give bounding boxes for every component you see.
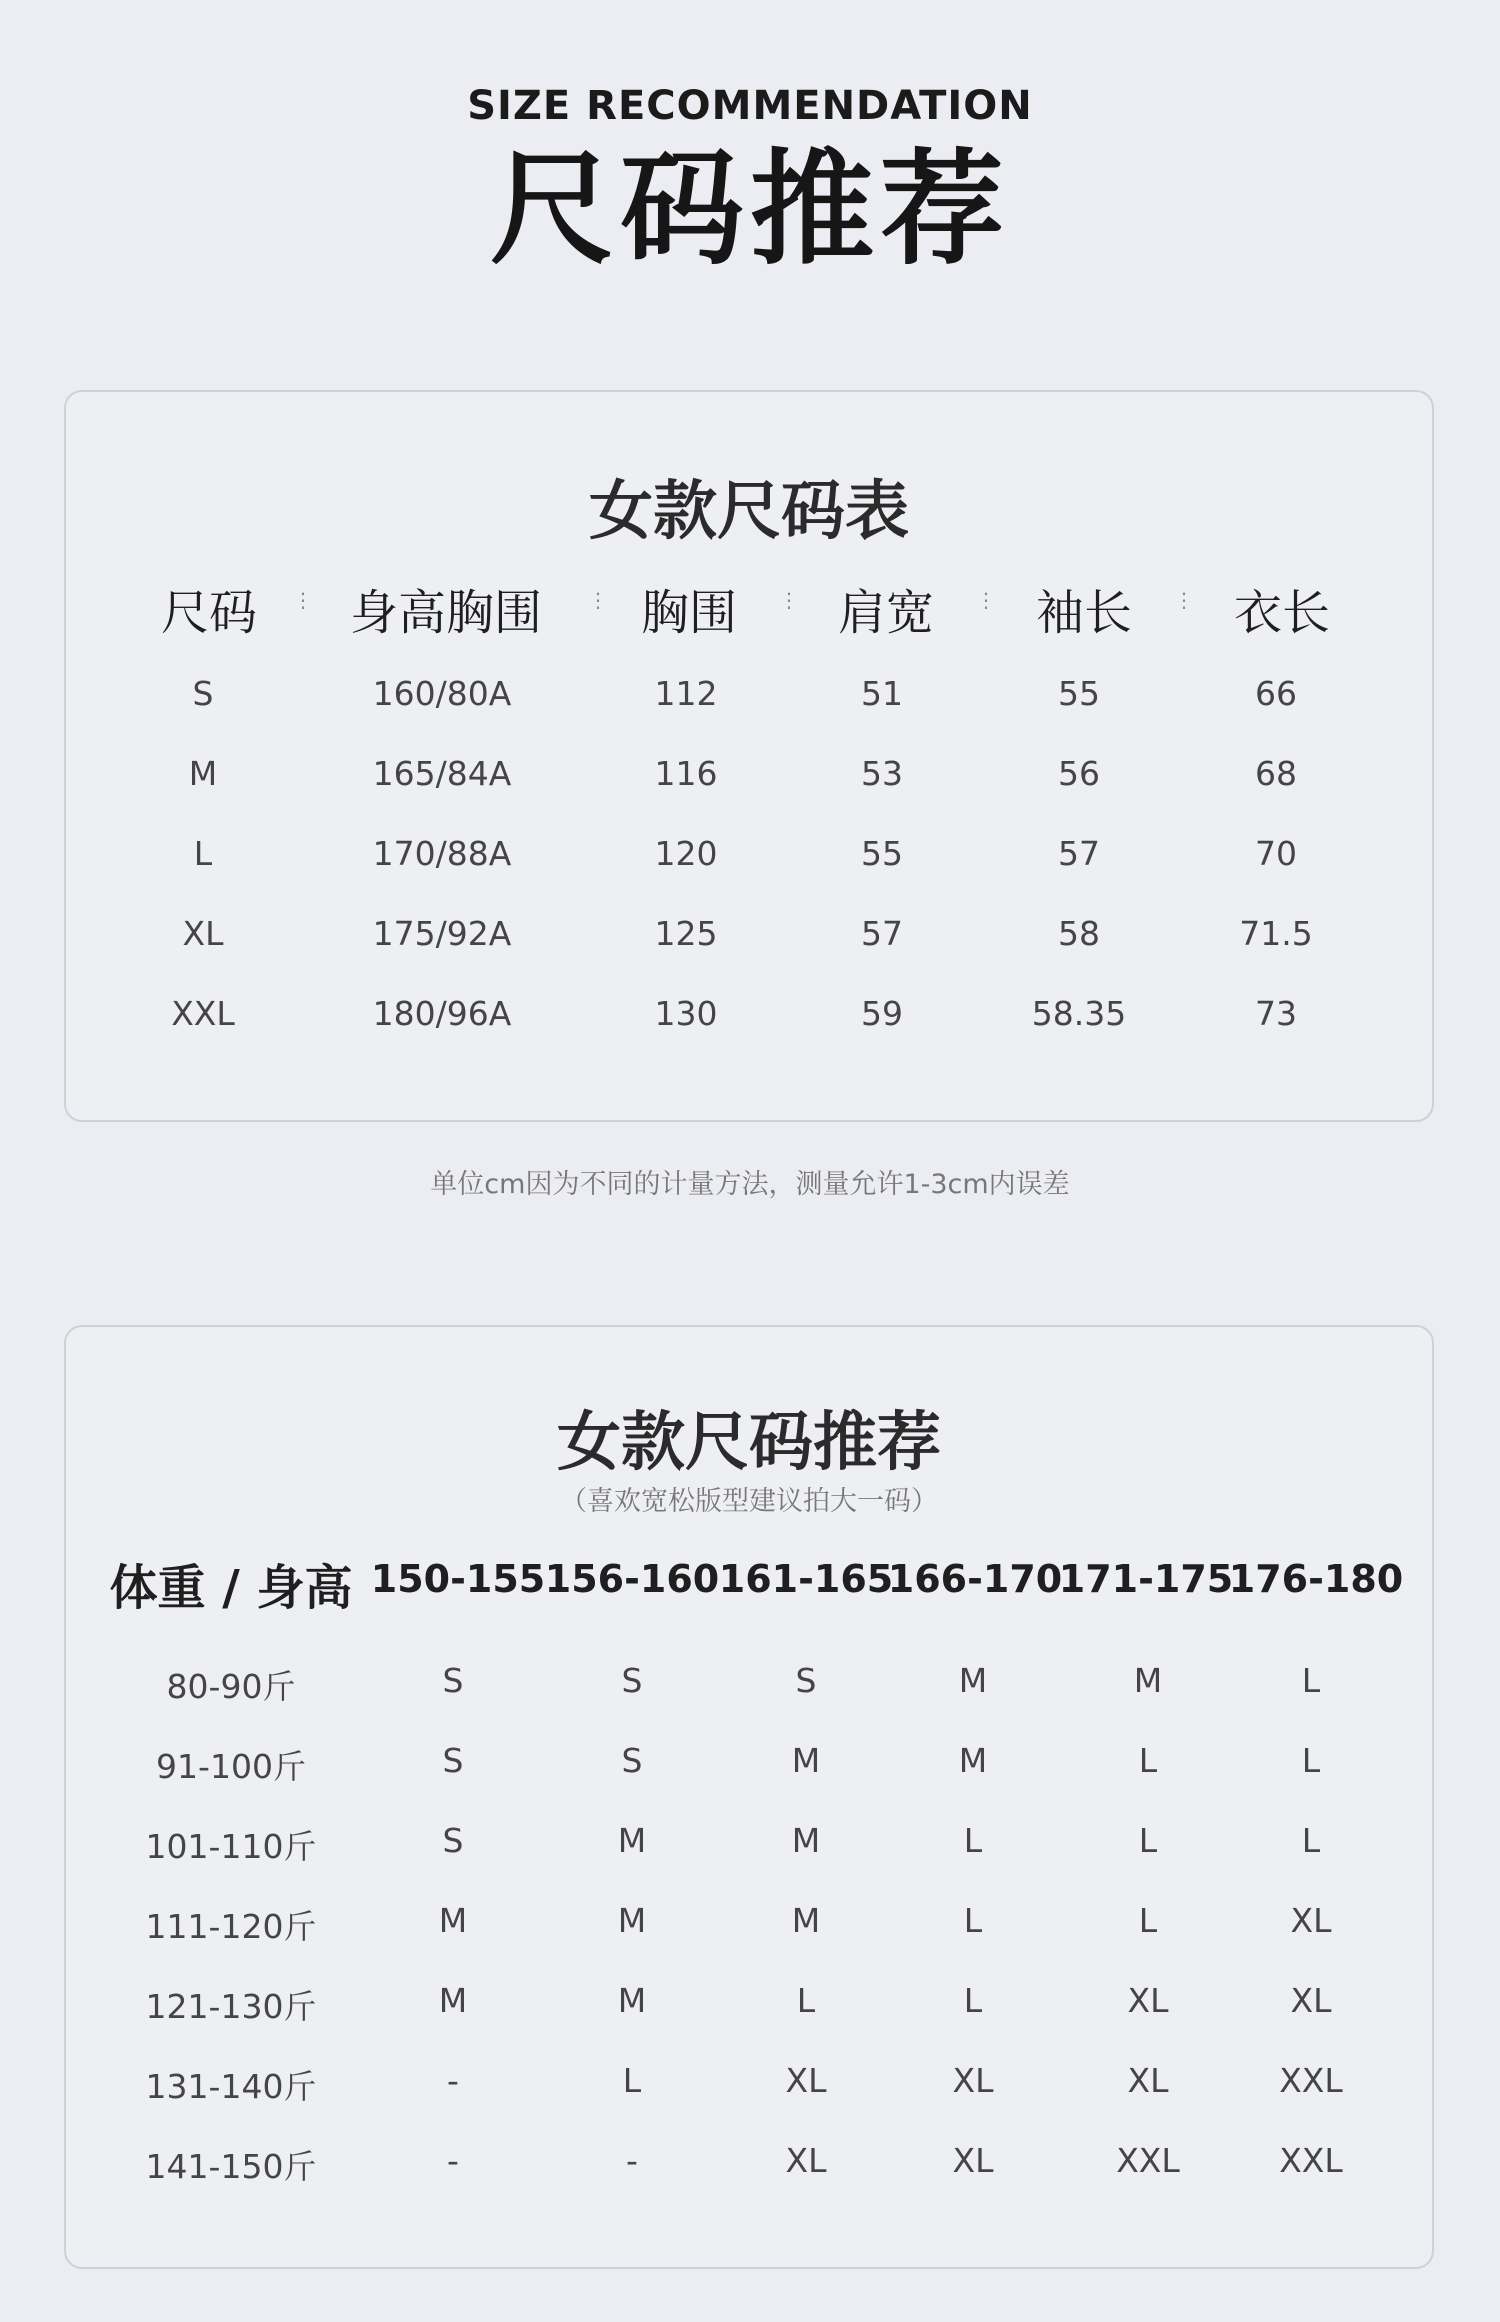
weight-range-label: 121-130斤 <box>145 1987 317 2026</box>
size-chart-cell: S <box>192 674 214 713</box>
size-chart-header: 衣长 <box>1233 585 1331 641</box>
recommend-size-cell: XL <box>952 2141 994 2180</box>
recommend-size-cell: M <box>791 1901 821 1940</box>
recommend-header-height-range: 171-175 <box>1058 1557 1234 1601</box>
size-recommend-subtitle: （喜欢宽松版型建议拍大一码） <box>560 1486 938 1517</box>
recommend-size-cell: XL <box>1290 1981 1332 2020</box>
size-chart-cell: 59 <box>861 994 903 1033</box>
size-chart-cell: 170/88A <box>372 834 512 873</box>
recommend-size-cell: L <box>796 1981 816 2020</box>
recommend-size-cell: M <box>617 1901 647 1940</box>
recommend-size-cell: XL <box>1127 1981 1169 2020</box>
column-divider-dots: ⋮ <box>779 588 799 612</box>
size-chart-cell: 180/96A <box>372 994 512 1033</box>
size-chart-cell: L <box>193 834 213 873</box>
recommend-size-cell: S <box>621 1741 643 1780</box>
recommend-size-cell: - <box>447 2061 459 2100</box>
size-chart-cell: 57 <box>1058 834 1100 873</box>
size-chart-cell: 130 <box>654 994 718 1033</box>
size-chart-cell: 165/84A <box>372 754 512 793</box>
recommend-header-weight-height: 体重 / 身高 <box>109 1560 353 1616</box>
column-divider-dots: ⋮ <box>293 588 313 612</box>
recommend-size-cell: S <box>442 1821 464 1860</box>
recommend-size-cell: XL <box>1290 1901 1332 1940</box>
recommend-header-height-range: 156-160 <box>544 1557 720 1601</box>
recommend-size-cell: XL <box>1127 2061 1169 2100</box>
size-chart-cell: 160/80A <box>372 674 512 713</box>
size-chart-title: 女款尺码表 <box>589 475 909 549</box>
recommend-size-cell: L <box>1301 1821 1321 1860</box>
size-chart-cell: 73 <box>1255 994 1297 1033</box>
size-chart-cell: 71.5 <box>1239 914 1313 953</box>
size-chart-cell: 68 <box>1255 754 1297 793</box>
weight-range-label: 91-100斤 <box>156 1747 306 1786</box>
recommend-size-cell: L <box>622 2061 642 2100</box>
size-chart-cell: M <box>188 754 218 793</box>
recommend-size-cell: L <box>1138 1901 1158 1940</box>
recommend-size-cell: M <box>1133 1661 1163 1700</box>
recommend-size-cell: XXL <box>1279 2141 1343 2180</box>
size-chart-cell: 116 <box>654 754 718 793</box>
recommend-size-cell: - <box>626 2141 638 2180</box>
recommend-size-cell: XL <box>785 2141 827 2180</box>
recommend-size-cell: M <box>617 1981 647 2020</box>
recommend-header-height-range: 161-165 <box>718 1557 894 1601</box>
size-chart-cell: 70 <box>1255 834 1297 873</box>
size-chart-header: 身高胸围 <box>349 585 543 641</box>
weight-range-label: 80-90斤 <box>166 1667 296 1706</box>
recommend-header-height-range: 176-180 <box>1228 1557 1404 1601</box>
size-chart-cell: 112 <box>654 674 718 713</box>
recommend-header-height-range: 150-155 <box>370 1557 546 1601</box>
recommend-size-cell: XL <box>785 2061 827 2100</box>
weight-range-label: 111-120斤 <box>145 1907 317 1946</box>
size-recommend-card <box>64 1325 1434 2269</box>
size-chart-cell: 56 <box>1058 754 1100 793</box>
weight-range-label: 101-110斤 <box>145 1827 317 1866</box>
size-recommend-title: 女款尺码推荐 <box>557 1406 941 1480</box>
size-chart-card <box>64 390 1434 1122</box>
size-chart-header: 肩宽 <box>837 585 935 641</box>
recommend-size-cell: L <box>1138 1741 1158 1780</box>
column-divider-dots: ⋮ <box>588 588 608 612</box>
header-title-cn: 尺码推荐 <box>489 138 1010 282</box>
size-chart-cell: 175/92A <box>372 914 512 953</box>
size-chart-cell: XXL <box>171 994 235 1033</box>
recommend-size-cell: L <box>963 1901 983 1940</box>
column-divider-dots: ⋮ <box>1174 588 1194 612</box>
size-chart-cell: 58.35 <box>1031 994 1127 1033</box>
weight-range-label: 141-150斤 <box>145 2147 317 2186</box>
recommend-size-cell: L <box>1138 1821 1158 1860</box>
size-chart-cell: XL <box>182 914 224 953</box>
recommend-size-cell: L <box>963 1981 983 2020</box>
weight-range-label: 131-140斤 <box>145 2067 317 2106</box>
recommend-size-cell: XXL <box>1279 2061 1343 2100</box>
recommend-size-cell: L <box>963 1821 983 1860</box>
recommend-size-cell: M <box>791 1741 821 1780</box>
recommend-size-cell: S <box>795 1661 817 1700</box>
header-title-en: SIZE RECOMMENDATION <box>467 83 1033 129</box>
recommend-size-cell: S <box>442 1661 464 1700</box>
page-header <box>0 78 1500 284</box>
size-chart-cell: 57 <box>861 914 903 953</box>
recommend-size-cell: M <box>438 1901 468 1940</box>
recommend-size-cell: L <box>1301 1741 1321 1780</box>
recommend-size-cell: M <box>791 1821 821 1860</box>
recommend-size-cell: XXL <box>1116 2141 1180 2180</box>
recommend-size-cell: S <box>442 1741 464 1780</box>
size-chart-cell: 55 <box>861 834 903 873</box>
size-chart-cell: 66 <box>1255 674 1297 713</box>
column-divider-dots: ⋮ <box>976 588 996 612</box>
recommend-size-cell: S <box>621 1661 643 1700</box>
recommend-size-cell: M <box>958 1661 988 1700</box>
size-chart-cell: 51 <box>861 674 903 713</box>
size-chart-header: 袖长 <box>1035 585 1133 641</box>
size-chart-cell: 120 <box>654 834 718 873</box>
size-chart-header: 胸围 <box>640 585 738 641</box>
recommend-size-cell: - <box>447 2141 459 2180</box>
size-chart-cell: 53 <box>861 754 903 793</box>
recommend-size-cell: M <box>958 1741 988 1780</box>
recommend-header-height-range: 166-170 <box>887 1557 1063 1601</box>
size-chart-cell: 125 <box>654 914 718 953</box>
recommend-size-cell: L <box>1301 1661 1321 1700</box>
size-chart-cell: 58 <box>1058 914 1100 953</box>
recommend-size-cell: M <box>438 1981 468 2020</box>
recommend-size-cell: M <box>617 1821 647 1860</box>
recommend-size-cell: XL <box>952 2061 994 2100</box>
size-chart-cell: 55 <box>1058 674 1100 713</box>
size-chart-header: 尺码 <box>160 585 258 641</box>
measurement-note: 单位cm因为不同的计量方法，测量允许1-3cm内误差 <box>430 1169 1070 1200</box>
